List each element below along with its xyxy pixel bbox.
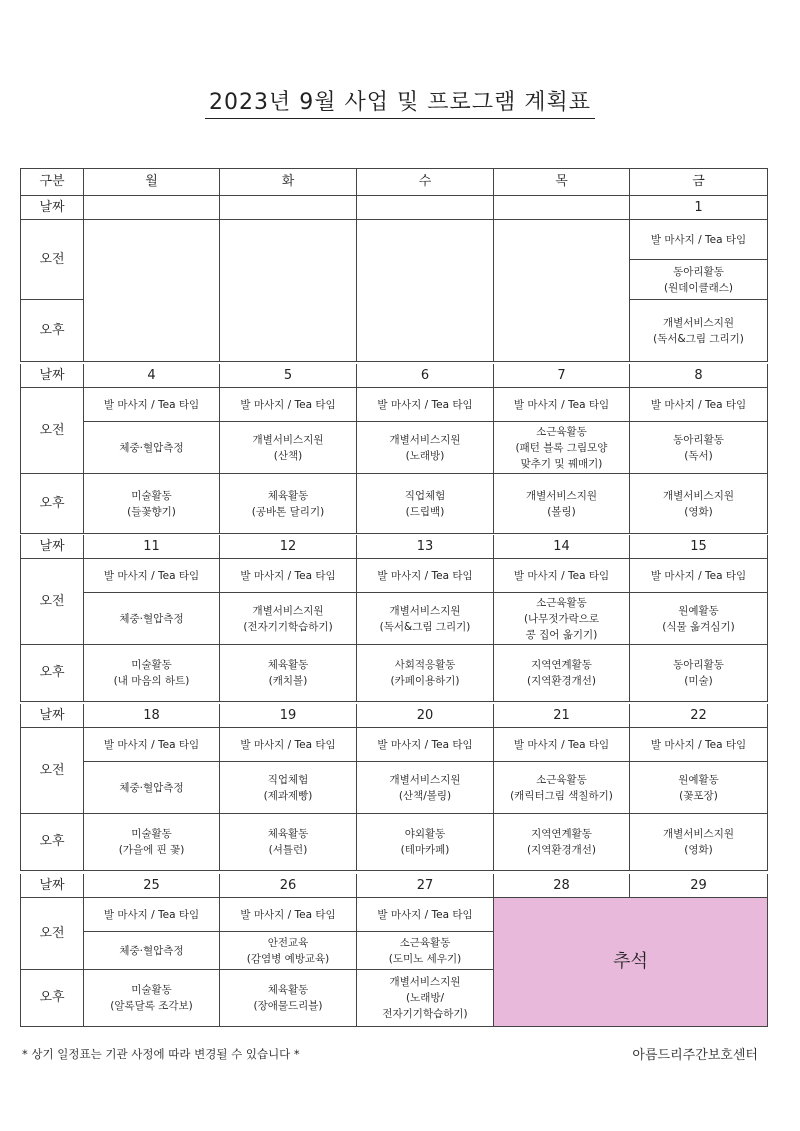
header-day: 화 [220,168,357,196]
pm-activity-cell: 개별서비스지원 (독서&그림 그리기) [630,300,768,362]
date-cell: 25 [84,874,220,898]
date-cell: 27 [357,874,494,898]
pm-label: 오후 [20,474,84,534]
pm-activity-cell: 야외활동 (테마카페) [357,814,494,871]
date-cell: 18 [84,704,220,728]
empty-cell [84,220,220,362]
massage-tea-cell: 발 마사지 / Tea 타임 [630,559,768,593]
massage-tea-cell: 발 마사지 / Tea 타임 [84,388,220,422]
pm-label: 오후 [20,814,84,871]
pm-activity-cell: 미술활동 (알록달록 조각보) [84,970,220,1027]
date-cell: 6 [357,364,494,388]
am-activity-cell: 안전교육 (감염병 예방교육) [220,932,357,970]
am-activity-cell: 원예활동 (식물 옮겨심기) [630,593,768,645]
date-cell: 5 [220,364,357,388]
massage-tea-cell: 발 마사지 / Tea 타임 [630,388,768,422]
pm-activity-cell: 지역연계활동 (지역환경개선) [494,814,630,871]
am-activity-cell: 개별서비스지원 (산책/볼링) [357,762,494,814]
date-label: 날짜 [20,196,84,220]
organization-name: 아름드리주간보호센터 [632,1048,758,1063]
am-activity-cell: 개별서비스지원 (노래방) [357,422,494,474]
schedule-table [20,168,768,1028]
page-title [0,85,800,119]
date-cell: 21 [494,704,630,728]
am-activity-cell: 체중·혈압측정 [84,422,220,474]
date-cell [494,196,630,220]
date-label: 날짜 [20,874,84,898]
pm-activity-cell: 사회적응활동 (카페이용하기) [357,645,494,702]
pm-label: 오후 [20,300,84,362]
date-label: 날짜 [20,535,84,559]
pm-activity-cell: 미술활동 (내 마음의 하트) [84,645,220,702]
massage-tea-cell: 발 마사지 / Tea 타임 [357,559,494,593]
am-activity-cell: 소근육활동 (도미노 세우기) [357,932,494,970]
am-label: 오전 [20,559,84,645]
pm-activity-cell: 미술활동 (가을에 핀 꽃) [84,814,220,871]
massage-tea-cell: 발 마사지 / Tea 타임 [84,728,220,762]
date-cell: 4 [84,364,220,388]
am-label: 오전 [20,898,84,970]
header-category: 구분 [20,168,84,196]
am-label: 오전 [20,728,84,814]
pm-activity-cell: 체육활동 (캐치볼) [220,645,357,702]
massage-tea-cell: 발 마사지 / Tea 타임 [220,388,357,422]
header-day: 금 [630,168,768,196]
am-activity-cell: 체중·혈압측정 [84,593,220,645]
massage-tea-cell: 발 마사지 / Tea 타임 [220,898,357,932]
header-day: 목 [494,168,630,196]
date-cell [220,196,357,220]
header-day: 월 [84,168,220,196]
date-cell: 11 [84,535,220,559]
massage-tea-cell: 발 마사지 / Tea 타임 [630,220,768,260]
pm-activity-cell: 직업체험 (드립백) [357,474,494,534]
pm-label: 오후 [20,970,84,1027]
pm-activity-cell: 지역연계활동 (지역환경개선) [494,645,630,702]
date-label: 날짜 [20,704,84,728]
massage-tea-cell: 발 마사지 / Tea 타임 [357,728,494,762]
pm-activity-cell: 미술활동 (들꽃향기) [84,474,220,534]
massage-tea-cell: 발 마사지 / Tea 타임 [357,898,494,932]
pm-activity-cell: 개별서비스지원 (영화) [630,474,768,534]
am-activity-cell: 체중·혈압측정 [84,932,220,970]
date-cell: 15 [630,535,768,559]
date-cell: 28 [494,874,630,898]
page-title-text: 2023년 9월 사업 및 프로그램 계획표 [205,85,595,119]
date-cell: 1 [630,196,768,220]
am-activity-cell: 개별서비스지원 (독서&그림 그리기) [357,593,494,645]
date-cell: 8 [630,364,768,388]
massage-tea-cell: 발 마사지 / Tea 타임 [494,728,630,762]
pm-label: 오후 [20,645,84,702]
pm-activity-cell: 체육활동 (공바톤 달리기) [220,474,357,534]
massage-tea-cell: 발 마사지 / Tea 타임 [494,559,630,593]
date-cell [84,196,220,220]
date-cell: 26 [220,874,357,898]
am-activity-cell: 동아리활동 (독서) [630,422,768,474]
header-day: 수 [357,168,494,196]
pm-activity-cell: 개별서비스지원 (노래방/ 전자기기학습하기) [357,970,494,1027]
date-cell: 22 [630,704,768,728]
empty-cell [220,220,357,362]
holiday-chuseok-cell: 추석 [494,898,768,1027]
date-cell: 20 [357,704,494,728]
date-cell: 14 [494,535,630,559]
pm-activity-cell: 개별서비스지원 (영화) [630,814,768,871]
am-activity-cell: 동아리활동 (원데이클래스) [630,260,768,300]
date-cell [357,196,494,220]
date-cell: 12 [220,535,357,559]
massage-tea-cell: 발 마사지 / Tea 타임 [494,388,630,422]
date-label: 날짜 [20,364,84,388]
am-activity-cell: 소근육활동 (캐릭터그림 색칠하기) [494,762,630,814]
empty-cell [494,220,630,362]
footer-note: * 상기 일정표는 기관 사정에 따라 변경될 수 있습니다 * [22,1047,300,1061]
am-activity-cell: 소근육활동 (나무젓가락으로 콩 집어 옮기기) [494,593,630,645]
pm-activity-cell: 개별서비스지원 (볼링) [494,474,630,534]
massage-tea-cell: 발 마사지 / Tea 타임 [84,559,220,593]
am-label: 오전 [20,220,84,300]
date-cell: 13 [357,535,494,559]
date-cell: 19 [220,704,357,728]
empty-cell [357,220,494,362]
date-cell: 29 [630,874,768,898]
am-activity-cell: 체중·혈압측정 [84,762,220,814]
massage-tea-cell: 발 마사지 / Tea 타임 [220,559,357,593]
am-activity-cell: 소근육활동 (패턴 블록 그림모양 맞추기 및 꿰매기) [494,422,630,474]
date-cell: 7 [494,364,630,388]
am-activity-cell: 개별서비스지원 (전자기기학습하기) [220,593,357,645]
am-activity-cell: 원예활동 (꽃포장) [630,762,768,814]
massage-tea-cell: 발 마사지 / Tea 타임 [630,728,768,762]
am-activity-cell: 개별서비스지원 (산책) [220,422,357,474]
massage-tea-cell: 발 마사지 / Tea 타임 [220,728,357,762]
pm-activity-cell: 체육활동 (셔틀런) [220,814,357,871]
massage-tea-cell: 발 마사지 / Tea 타임 [84,898,220,932]
massage-tea-cell: 발 마사지 / Tea 타임 [357,388,494,422]
am-activity-cell: 직업체험 (제과제빵) [220,762,357,814]
pm-activity-cell: 동아리활동 (미술) [630,645,768,702]
pm-activity-cell: 체육활동 (장애물드리블) [220,970,357,1027]
am-label: 오전 [20,388,84,474]
